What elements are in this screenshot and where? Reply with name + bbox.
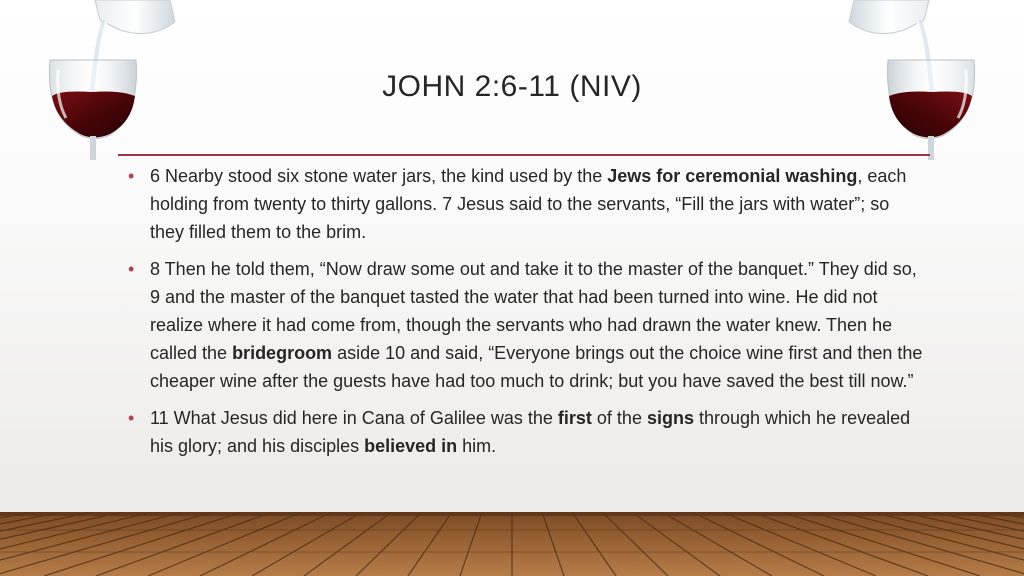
verse-text: through which he revealed his glory; and his disciples	[150, 408, 911, 456]
slide-title: JOHN 2:6-11 (NIV)	[382, 70, 642, 103]
emphasis-text: believed in	[364, 436, 458, 456]
wine-glass-right-icon	[824, 0, 1024, 160]
bullet-dot-icon: •	[128, 166, 135, 186]
verse-text: 8 Then he told them, “Now draw some out and take it to the master of the banquet.” They did so, 9 and the master of the banquet tasted the water that had been turned into wine. He did not realize where it had come from, though the servants who had drawn the water knew. Then he called the	[150, 259, 917, 363]
verse-text: 11 What Jesus did here in Cana of Galilee was the	[150, 408, 558, 428]
verse-text: , each holding from twenty to thirty gallons. 7 Jesus said to the servants, “Fill the jars with water”; so they filled them to the brim.	[150, 166, 907, 242]
verse-text: aside 10 and said, “Everyone brings out the choice wine first and then the cheaper wine after the guests have had too much to drink; but you have saved the best till now.”	[150, 343, 923, 391]
verse-bullet	[126, 404, 926, 460]
emphasis-text: signs	[646, 408, 694, 428]
wine-glass-left-icon	[0, 0, 200, 160]
verse-bullet	[126, 162, 926, 246]
verse-text: of the	[591, 408, 647, 428]
bullet-dot-icon: •	[128, 408, 135, 428]
verse-text: 6 Nearby stood six stone water jars, the kind used by the	[150, 166, 608, 186]
wooden-floor	[0, 512, 1024, 576]
title-divider	[118, 154, 930, 156]
verse-text: him.	[457, 436, 497, 456]
verse-bullet	[126, 255, 926, 395]
bullet-dot-icon: •	[128, 259, 135, 279]
emphasis-text: bridegroom	[232, 343, 333, 363]
verse-body	[126, 162, 926, 469]
emphasis-text: Jews for ceremonial washing	[607, 166, 858, 186]
emphasis-text: first	[557, 408, 592, 428]
